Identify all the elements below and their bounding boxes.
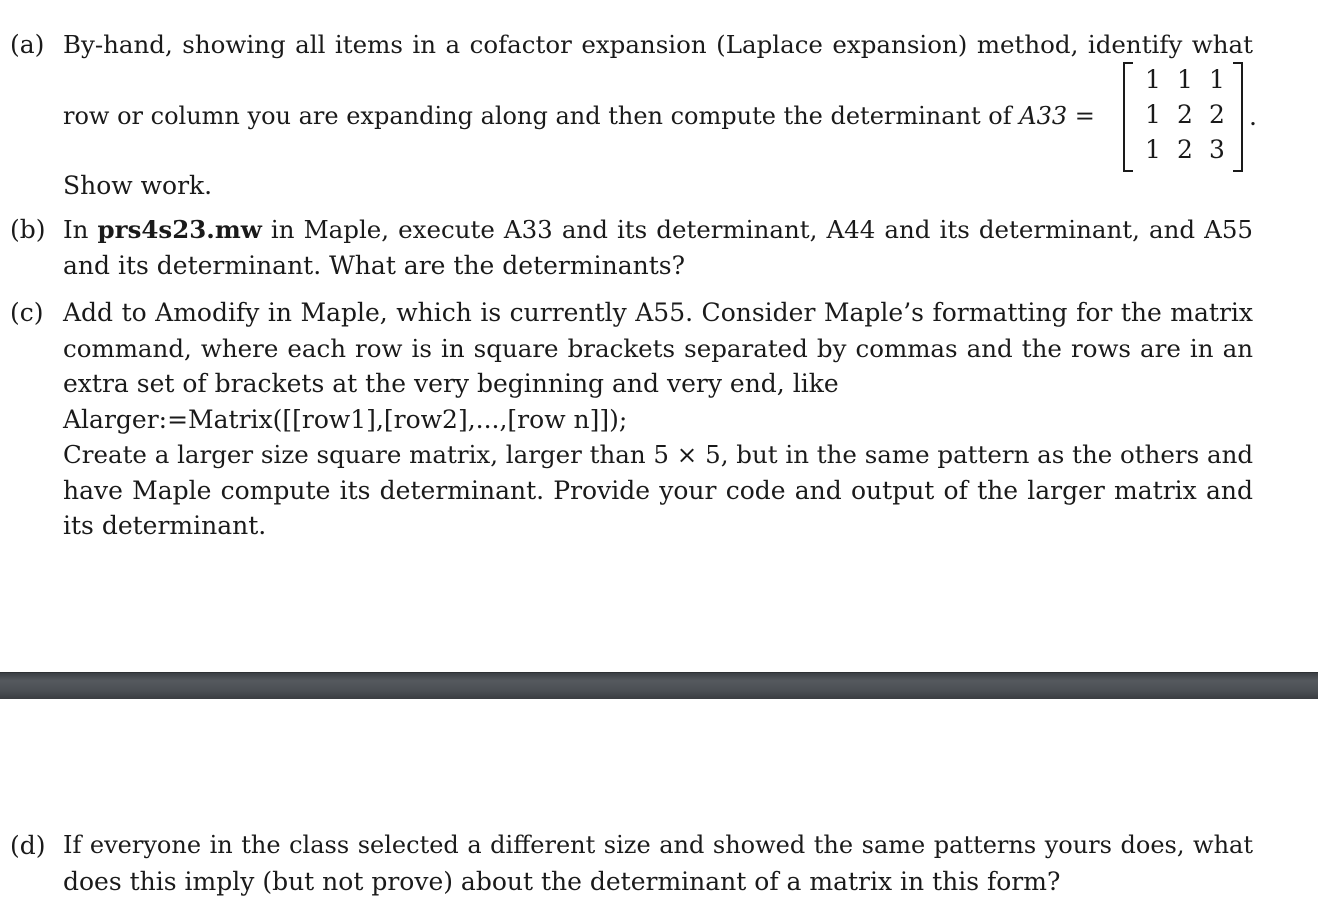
item-d-line-1: If everyone in the class selected a different size and showed the same patterns yours does, what — [63, 831, 1253, 859]
matrix-cell: 2 — [1177, 134, 1193, 164]
item-b-body — [63, 212, 1253, 283]
file-name: prs4s23.mw — [97, 215, 262, 244]
item-a-line-2 — [63, 99, 1095, 135]
matrix-cell: 2 — [1209, 99, 1225, 129]
item-d-label: (d) — [10, 831, 46, 860]
item-c-code-line: Alarger:=Matrix([[row1],[row2],...,[row n]]); — [63, 404, 628, 434]
item-c-label: (c) — [10, 298, 44, 327]
item-c-line-3: extra set of brackets at the very beginning and very end, like — [63, 369, 839, 398]
matrix-cell: 2 — [1177, 99, 1193, 129]
item-a-label: (a) — [10, 30, 45, 59]
matrix-cell: 1 — [1145, 99, 1161, 129]
item-b-line-1-pre: In — [63, 215, 98, 244]
matrix-cell: 1 — [1145, 64, 1161, 94]
item-d-line-2: does this imply (but not prove) about the determinant of a matrix in this form? — [63, 866, 1061, 896]
item-c-body — [63, 295, 1253, 544]
item-a-show-work: Show work. — [63, 170, 213, 200]
item-b-label: (b) — [10, 215, 46, 244]
matrix-right-bracket — [1233, 62, 1243, 172]
item-c-line-1: Add to Amodify in Maple, which is currently A55. Consider Maple’s formatting for the matrix — [63, 298, 1253, 327]
item-c-line-7: its determinant. — [63, 511, 267, 540]
item-c-line-2: command, where each row is in square brackets separated by commas and the rows are in an — [63, 333, 1253, 363]
matrix-grid — [1137, 62, 1233, 167]
matrix-cell: 1 — [1177, 64, 1193, 94]
page-divider-bar — [0, 672, 1318, 699]
item-a-math-row — [63, 28, 1257, 200]
matrix-a33 — [1123, 62, 1243, 170]
matrix-cell: 3 — [1209, 134, 1225, 164]
matrix-cell: 1 — [1209, 64, 1225, 94]
item-b-line-1 — [63, 212, 1253, 248]
matrix-name: A33 — [1019, 101, 1068, 130]
matrix-left-bracket — [1123, 62, 1133, 172]
item-c-line-5: Create a larger size square matrix, larger than 5 × 5, but in the same pattern as the others and — [63, 440, 1254, 469]
item-d-body — [63, 828, 1253, 899]
item-b-line-2: and its determinant. What are the determinants? — [63, 250, 685, 280]
equals-sign: = — [1067, 101, 1095, 130]
item-a-line-1: By-hand, showing all items in a cofactor expansion (Laplace expansion) method, identify what — [63, 30, 1253, 59]
item-a-period: . — [1249, 101, 1257, 131]
item-c-line-6: have Maple compute its determinant. Provide your code and output of the larger matrix and — [63, 475, 1253, 505]
item-a-line-2-text: row or column you are expanding along and then compute the determinant of — [63, 101, 1020, 130]
matrix-cell: 1 — [1145, 134, 1161, 164]
item-b-line-1-post: in Maple, execute A33 and its determinant, A44 and its determinant, and A55 — [261, 215, 1254, 244]
item-a-body — [63, 27, 1257, 200]
